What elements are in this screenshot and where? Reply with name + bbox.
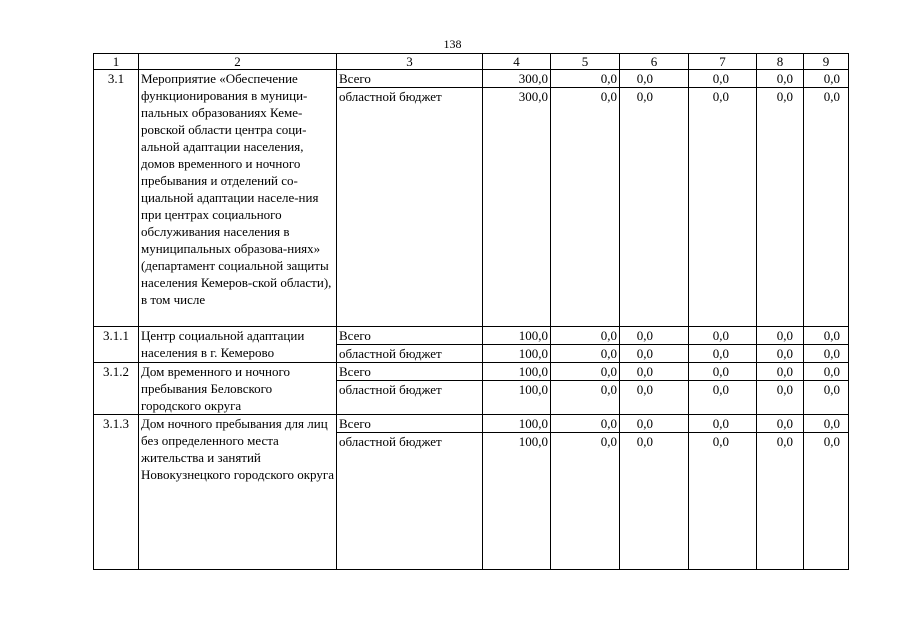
value-cell: 0,0	[757, 88, 804, 327]
column-header: 2	[139, 54, 337, 70]
value-cell: 0,0	[689, 88, 757, 327]
column-header: 3	[337, 54, 483, 70]
value-cell: 0,0	[620, 381, 689, 415]
column-header: 7	[689, 54, 757, 70]
value-cell: 0,0	[757, 415, 804, 433]
value-cell: 100,0	[483, 381, 551, 415]
funding-source: Всего	[337, 415, 483, 433]
value-cell: 0,0	[620, 415, 689, 433]
funding-source: областной бюджет	[337, 345, 483, 363]
value-cell: 0,0	[804, 327, 849, 345]
row-name: Дом временного и ночного пребывания Беловского городского округа	[139, 363, 337, 415]
value-cell: 0,0	[620, 327, 689, 345]
value-cell: 300,0	[483, 88, 551, 327]
column-header: 4	[483, 54, 551, 70]
value-cell: 0,0	[757, 363, 804, 381]
value-cell: 0,0	[804, 415, 849, 433]
column-header: 5	[551, 54, 620, 70]
value-cell: 0,0	[551, 415, 620, 433]
value-cell: 0,0	[757, 345, 804, 363]
value-cell: 0,0	[757, 433, 804, 570]
value-cell: 100,0	[483, 415, 551, 433]
value-cell: 300,0	[483, 70, 551, 88]
funding-source: Всего	[337, 363, 483, 381]
value-cell: 0,0	[689, 345, 757, 363]
value-cell: 0,0	[620, 70, 689, 88]
row-number: 3.1.1	[94, 327, 139, 363]
table-row	[94, 415, 849, 433]
table-row	[94, 363, 849, 381]
value-cell: 0,0	[804, 381, 849, 415]
value-cell: 0,0	[804, 345, 849, 363]
row-name: Мероприятие «Обеспечение функционирования в муници-пальных образованиях Кеме-ровской области центра соци-альной адаптации населения, домов временного и ночного пребывания и отделений со-циальной адаптации населе-ния при центрах социального обслуживания населения в муниципальных образова-ниях» (департамент социальной защиты населения Кемеров-ской области), в том числе	[139, 70, 337, 327]
value-cell: 0,0	[804, 88, 849, 327]
value-cell: 100,0	[483, 327, 551, 345]
value-cell: 0,0	[551, 433, 620, 570]
value-cell: 0,0	[551, 363, 620, 381]
value-cell: 0,0	[689, 70, 757, 88]
page-number: 138	[443, 37, 462, 51]
value-cell: 0,0	[620, 433, 689, 570]
funding-source: областной бюджет	[337, 88, 483, 327]
value-cell: 0,0	[689, 415, 757, 433]
table-row	[94, 327, 849, 345]
table-row	[94, 70, 849, 88]
value-cell: 0,0	[551, 327, 620, 345]
table-header-row	[94, 54, 849, 70]
column-header: 9	[804, 54, 849, 70]
row-number: 3.1.2	[94, 363, 139, 415]
value-cell: 0,0	[551, 345, 620, 363]
value-cell: 0,0	[620, 345, 689, 363]
value-cell: 0,0	[757, 327, 804, 345]
value-cell: 0,0	[620, 88, 689, 327]
value-cell: 0,0	[689, 327, 757, 345]
value-cell: 0,0	[757, 70, 804, 88]
row-name: Дом ночного пребывания для лиц без определенного места жительства и занятий Новокузнецкого городского округа	[139, 415, 337, 570]
value-cell: 0,0	[689, 381, 757, 415]
value-cell: 0,0	[689, 433, 757, 570]
funding-source: Всего	[337, 70, 483, 88]
funding-source: областной бюджет	[337, 433, 483, 570]
value-cell: 0,0	[804, 70, 849, 88]
value-cell: 100,0	[483, 433, 551, 570]
row-number: 3.1.3	[94, 415, 139, 570]
funding-source: Всего	[337, 327, 483, 345]
value-cell: 0,0	[551, 70, 620, 88]
value-cell: 100,0	[483, 363, 551, 381]
column-header: 6	[620, 54, 689, 70]
funding-source: областной бюджет	[337, 381, 483, 415]
value-cell: 0,0	[689, 363, 757, 381]
budget-table	[93, 53, 849, 570]
value-cell: 0,0	[620, 363, 689, 381]
column-header: 1	[94, 54, 139, 70]
column-header: 8	[757, 54, 804, 70]
value-cell: 100,0	[483, 345, 551, 363]
value-cell: 0,0	[757, 381, 804, 415]
value-cell: 0,0	[804, 433, 849, 570]
row-number: 3.1	[94, 70, 139, 327]
row-name: Центр социальной адаптации населения в г. Кемерово	[139, 327, 337, 363]
value-cell: 0,0	[804, 363, 849, 381]
value-cell: 0,0	[551, 88, 620, 327]
value-cell: 0,0	[551, 381, 620, 415]
